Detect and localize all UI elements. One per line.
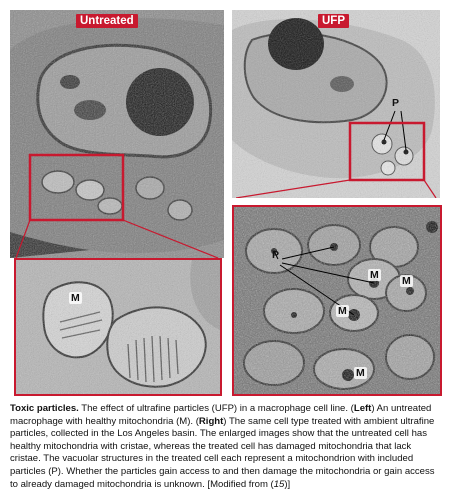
caption-right-label: Right bbox=[198, 415, 224, 427]
ufp-badge: UFP bbox=[318, 14, 349, 28]
untreated-overview-micrograph bbox=[10, 10, 224, 258]
mitochondria-label-enlarged-2: M bbox=[402, 275, 411, 287]
caption-left-label: Left bbox=[353, 403, 372, 414]
caption-text-1: The effect of ultrafine particles (UFP) in a macrophage cell line. ( bbox=[78, 403, 354, 414]
ufp-overview-micrograph bbox=[232, 10, 440, 198]
caption-text-2: ) An untreated macrophage with healthy mitochondria (M). ( bbox=[10, 403, 432, 427]
caption-text-4: )] bbox=[284, 478, 291, 490]
untreated-enlarged-micrograph bbox=[14, 258, 222, 396]
untreated-badge: Untreated bbox=[76, 14, 138, 28]
caption-title: Toxic particles. bbox=[10, 403, 79, 414]
caption-text-3: ) The same cell type treated with ambient ultrafine particles, collected in the Los Angeles basin. The enlarged images show that the untreated cell has healthy mitochondria with cristae, whereas the treated cell has damaged mitochondria that lack cristae. The vacuolar structures in the treated cell each represent a mitochondrion with included particles (P). Whether the particles gain access to and then damage the mitochondria or gain access to already damaged mitochondria is unknown. [Modified from ( bbox=[10, 415, 435, 490]
particles-label-enlarged: P bbox=[272, 249, 280, 261]
ufp-enlarged-micrograph bbox=[232, 205, 442, 396]
particles-label-overview: P bbox=[392, 97, 400, 109]
mitochondria-label-enlarged-3: M bbox=[338, 305, 347, 317]
figure-caption bbox=[10, 403, 442, 491]
caption-reference[interactable]: 15 bbox=[273, 478, 285, 490]
mitochondria-label-untreated: M bbox=[71, 292, 80, 304]
mitochondria-label-enlarged-4: M bbox=[356, 367, 365, 379]
mitochondria-label-enlarged-1: M bbox=[370, 269, 379, 281]
